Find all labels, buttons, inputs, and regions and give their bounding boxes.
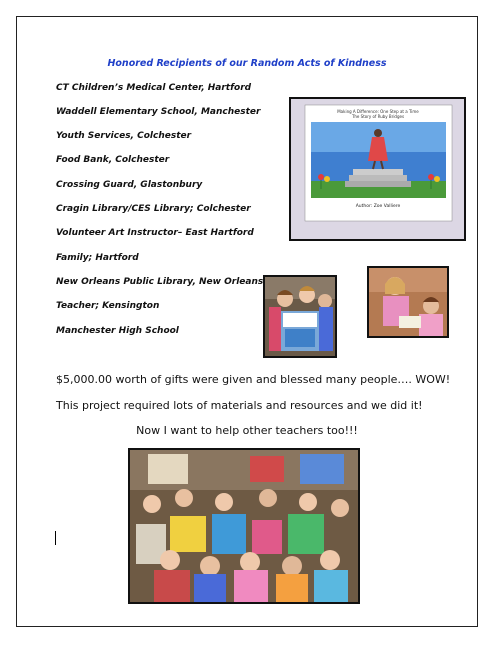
recipient-item: CT Children’s Medical Center, Hartford — [56, 83, 252, 93]
recipient-item: New Orleans Public Library, New Orleans — [56, 277, 264, 287]
recipient-item: Cragin Library/CES Library; Colchester — [56, 204, 251, 214]
body-text-line: $5,000.00 worth of gifts were given and blessed many people…. WOW! — [56, 373, 451, 386]
body-text-line: Now I want to help other teachers too!!! — [136, 424, 358, 437]
document-page — [16, 16, 478, 627]
book-cover-photo — [289, 97, 466, 241]
book-author: Author: Zoe Valliere — [355, 204, 401, 209]
book-title-line2: The Story of Ruby Bridges — [351, 114, 405, 119]
recipient-item: Waddell Elementary School, Manchester — [56, 107, 261, 117]
group-photo — [128, 448, 360, 604]
book-title-line1: Making A Difference: One Step at a Time — [337, 109, 419, 114]
recipient-item: Youth Services, Colchester — [56, 131, 192, 141]
page-heading: Honored Recipients of our Random Acts of Kindness — [107, 58, 387, 69]
kids-with-book-photo — [263, 275, 337, 358]
recipient-item: Teacher; Kensington — [56, 301, 160, 311]
body-text-line: This project required lots of materials and resources and we did it! — [56, 399, 423, 412]
recipient-item: Crossing Guard, Glastonbury — [56, 180, 203, 190]
text-cursor — [55, 531, 56, 545]
recipient-item: Food Bank, Colchester — [56, 155, 170, 165]
recipient-item: Volunteer Art Instructor– East Hartford — [56, 228, 254, 238]
recipient-item: Manchester High School — [56, 326, 179, 336]
girls-craft-photo — [367, 266, 449, 338]
recipient-item: Family; Hartford — [56, 253, 139, 263]
